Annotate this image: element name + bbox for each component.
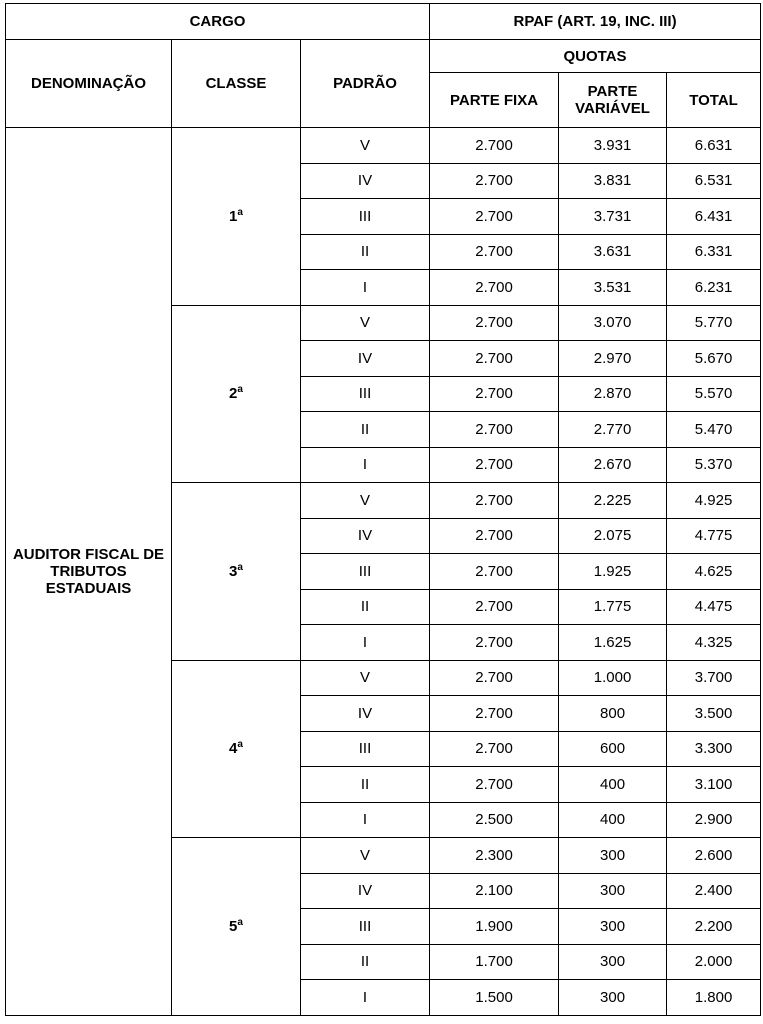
- padrao-cell: IV: [301, 696, 430, 732]
- parte-variavel-cell: 2.075: [559, 518, 667, 554]
- parte-fixa-cell: 2.700: [430, 128, 559, 164]
- classe-number: 5: [229, 917, 238, 935]
- padrao-cell: III: [301, 909, 430, 945]
- parte-fixa-cell: 2.700: [430, 412, 559, 448]
- parte-variavel-cell: 1.625: [559, 625, 667, 661]
- classe-cell: [172, 483, 301, 661]
- classe-number: 4: [229, 740, 238, 758]
- parte-variavel-cell: 400: [559, 802, 667, 838]
- padrao-cell: V: [301, 660, 430, 696]
- parte-fixa-cell: 2.700: [430, 305, 559, 341]
- parte-fixa-cell: 2.700: [430, 660, 559, 696]
- parte-variavel-cell: 1.775: [559, 589, 667, 625]
- table-body: [6, 128, 761, 1016]
- parte-variavel-cell: 300: [559, 873, 667, 909]
- padrao-cell: IV: [301, 341, 430, 377]
- parte-variavel-cell: 300: [559, 838, 667, 874]
- header-total: TOTAL: [667, 73, 761, 128]
- total-cell: 6.331: [667, 234, 761, 270]
- padrao-cell: III: [301, 376, 430, 412]
- parte-fixa-cell: 1.900: [430, 909, 559, 945]
- header-parte-fixa: PARTE FIXA: [430, 73, 559, 128]
- parte-fixa-cell: 2.700: [430, 518, 559, 554]
- total-cell: 5.670: [667, 341, 761, 377]
- classe-cell: [172, 838, 301, 1016]
- total-cell: 5.370: [667, 447, 761, 483]
- parte-variavel-cell: 3.531: [559, 270, 667, 306]
- total-cell: 3.500: [667, 696, 761, 732]
- classe-ordinal: a: [237, 739, 243, 751]
- padrao-cell: V: [301, 128, 430, 164]
- classe-number: 1: [229, 207, 238, 225]
- parte-variavel-cell: 300: [559, 980, 667, 1016]
- padrao-cell: I: [301, 447, 430, 483]
- parte-fixa-cell: 2.700: [430, 199, 559, 235]
- total-cell: 4.475: [667, 589, 761, 625]
- padrao-cell: III: [301, 199, 430, 235]
- padrao-cell: II: [301, 767, 430, 803]
- rpaf-quotas-table: [5, 3, 761, 1016]
- total-cell: 4.325: [667, 625, 761, 661]
- parte-fixa-cell: 2.700: [430, 625, 559, 661]
- total-cell: 5.470: [667, 412, 761, 448]
- parte-variavel-cell: 2.870: [559, 376, 667, 412]
- padrao-cell: V: [301, 483, 430, 519]
- parte-variavel-cell: 600: [559, 731, 667, 767]
- parte-variavel-cell: 2.670: [559, 447, 667, 483]
- total-cell: 3.700: [667, 660, 761, 696]
- parte-fixa-cell: 2.700: [430, 447, 559, 483]
- padrao-cell: I: [301, 625, 430, 661]
- parte-variavel-cell: 2.970: [559, 341, 667, 377]
- parte-fixa-cell: 2.700: [430, 554, 559, 590]
- parte-fixa-cell: 2.700: [430, 731, 559, 767]
- total-cell: 3.100: [667, 767, 761, 803]
- classe-cell: [172, 305, 301, 483]
- classe-ordinal: a: [237, 384, 243, 396]
- total-cell: 2.000: [667, 944, 761, 980]
- header-cargo: CARGO: [6, 4, 430, 40]
- parte-variavel-cell: 1.000: [559, 660, 667, 696]
- padrao-cell: V: [301, 838, 430, 874]
- parte-fixa-cell: 2.300: [430, 838, 559, 874]
- parte-fixa-cell: 2.100: [430, 873, 559, 909]
- total-cell: 1.800: [667, 980, 761, 1016]
- padrao-cell: I: [301, 980, 430, 1016]
- parte-fixa-cell: 2.700: [430, 234, 559, 270]
- total-cell: 2.400: [667, 873, 761, 909]
- parte-variavel-cell: 2.225: [559, 483, 667, 519]
- total-cell: 4.625: [667, 554, 761, 590]
- classe-ordinal: a: [237, 206, 243, 218]
- table-row: [6, 128, 761, 164]
- padrao-cell: V: [301, 305, 430, 341]
- total-cell: 3.300: [667, 731, 761, 767]
- total-cell: 6.431: [667, 199, 761, 235]
- parte-variavel-cell: 800: [559, 696, 667, 732]
- parte-fixa-cell: 2.700: [430, 376, 559, 412]
- parte-variavel-cell: 300: [559, 909, 667, 945]
- header-parte-variavel: PARTE VARIÁVEL: [559, 73, 667, 128]
- total-cell: 5.570: [667, 376, 761, 412]
- padrao-cell: II: [301, 944, 430, 980]
- parte-fixa-cell: 2.700: [430, 483, 559, 519]
- parte-fixa-cell: 2.700: [430, 696, 559, 732]
- padrao-cell: IV: [301, 163, 430, 199]
- total-cell: 6.231: [667, 270, 761, 306]
- header-row-2: [6, 40, 761, 73]
- parte-variavel-cell: 300: [559, 944, 667, 980]
- padrao-cell: III: [301, 554, 430, 590]
- classe-cell: [172, 660, 301, 838]
- classe-ordinal: a: [237, 561, 243, 573]
- parte-fixa-cell: 1.500: [430, 980, 559, 1016]
- parte-fixa-cell: 2.500: [430, 802, 559, 838]
- padrao-cell: III: [301, 731, 430, 767]
- padrao-cell: II: [301, 412, 430, 448]
- parte-fixa-cell: 2.700: [430, 341, 559, 377]
- header-row-1: [6, 4, 761, 40]
- classe-number: 2: [229, 385, 238, 403]
- total-cell: 2.600: [667, 838, 761, 874]
- header-rpaf: RPAF (ART. 19, INC. III): [430, 4, 761, 40]
- padrao-cell: I: [301, 802, 430, 838]
- total-cell: 2.200: [667, 909, 761, 945]
- header-quotas: QUOTAS: [430, 40, 761, 73]
- classe-number: 3: [229, 562, 238, 580]
- parte-fixa-cell: 2.700: [430, 163, 559, 199]
- total-cell: 4.775: [667, 518, 761, 554]
- padrao-cell: I: [301, 270, 430, 306]
- padrao-cell: II: [301, 234, 430, 270]
- parte-fixa-cell: 2.700: [430, 270, 559, 306]
- total-cell: 6.631: [667, 128, 761, 164]
- padrao-cell: IV: [301, 518, 430, 554]
- parte-variavel-cell: 2.770: [559, 412, 667, 448]
- padrao-cell: IV: [301, 873, 430, 909]
- parte-fixa-cell: 2.700: [430, 767, 559, 803]
- parte-variavel-cell: 1.925: [559, 554, 667, 590]
- parte-variavel-cell: 400: [559, 767, 667, 803]
- parte-variavel-cell: 3.631: [559, 234, 667, 270]
- header-denominacao: DENOMINAÇÃO: [6, 40, 172, 128]
- classe-cell: [172, 128, 301, 306]
- parte-variavel-cell: 3.831: [559, 163, 667, 199]
- parte-variavel-cell: 3.070: [559, 305, 667, 341]
- header-classe: CLASSE: [172, 40, 301, 128]
- classe-ordinal: a: [237, 916, 243, 928]
- total-cell: 6.531: [667, 163, 761, 199]
- total-cell: 2.900: [667, 802, 761, 838]
- parte-variavel-cell: 3.931: [559, 128, 667, 164]
- padrao-cell: II: [301, 589, 430, 625]
- parte-fixa-cell: 1.700: [430, 944, 559, 980]
- header-padrao: PADRÃO: [301, 40, 430, 128]
- parte-variavel-cell: 3.731: [559, 199, 667, 235]
- total-cell: 5.770: [667, 305, 761, 341]
- denominacao-cell: AUDITOR FISCAL DE TRIBUTOS ESTADUAIS: [6, 128, 172, 1016]
- total-cell: 4.925: [667, 483, 761, 519]
- parte-fixa-cell: 2.700: [430, 589, 559, 625]
